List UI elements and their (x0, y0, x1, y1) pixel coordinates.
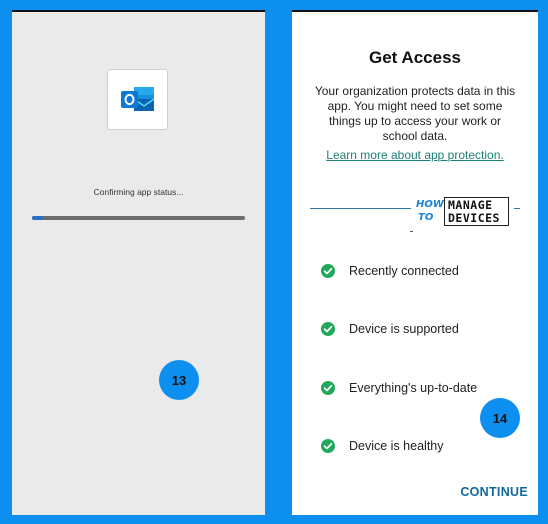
watermark-how: HOW (416, 199, 444, 210)
watermark-to: TO (418, 212, 434, 223)
step-badge: 13 (159, 360, 199, 400)
continue-button[interactable]: CONTINUE (452, 482, 528, 502)
check-label: Everything's up-to-date (349, 381, 478, 395)
outlook-icon (120, 84, 156, 116)
watermark-box (444, 197, 509, 226)
progress-fill (32, 216, 43, 220)
check-item-device-supported (321, 320, 459, 338)
watermark-devices: DEVICES (448, 211, 500, 225)
check-circle-icon (321, 264, 335, 278)
progress-bar (32, 216, 245, 220)
watermark-logo (411, 195, 514, 229)
check-item-recently-connected (321, 262, 459, 280)
watermark-rule-right (514, 208, 520, 209)
status-text: Confirming app status... (93, 187, 184, 197)
check-circle-icon (321, 322, 335, 336)
get-access-screen (292, 10, 538, 515)
check-circle-icon (321, 439, 335, 453)
check-circle-icon (321, 381, 335, 395)
watermark-rule-left (310, 208, 411, 209)
description-text: Your organization protects data in this app. You might need to set some things up to access your work or school data. (314, 84, 516, 143)
check-label: Recently connected (349, 264, 459, 278)
learn-more-link[interactable]: Learn more about app protection. (326, 148, 504, 162)
confirming-app-status-screen (12, 10, 265, 515)
app-tile (107, 69, 168, 130)
watermark-manage: MANAGE (448, 198, 493, 212)
check-label: Device is supported (349, 322, 459, 336)
check-item-device-healthy (321, 437, 444, 455)
watermark-tick (410, 231, 413, 232)
check-label: Device is healthy (349, 439, 444, 453)
step-badge: 14 (480, 398, 520, 438)
check-item-up-to-date (321, 379, 477, 397)
page-title: Get Access (369, 48, 461, 67)
